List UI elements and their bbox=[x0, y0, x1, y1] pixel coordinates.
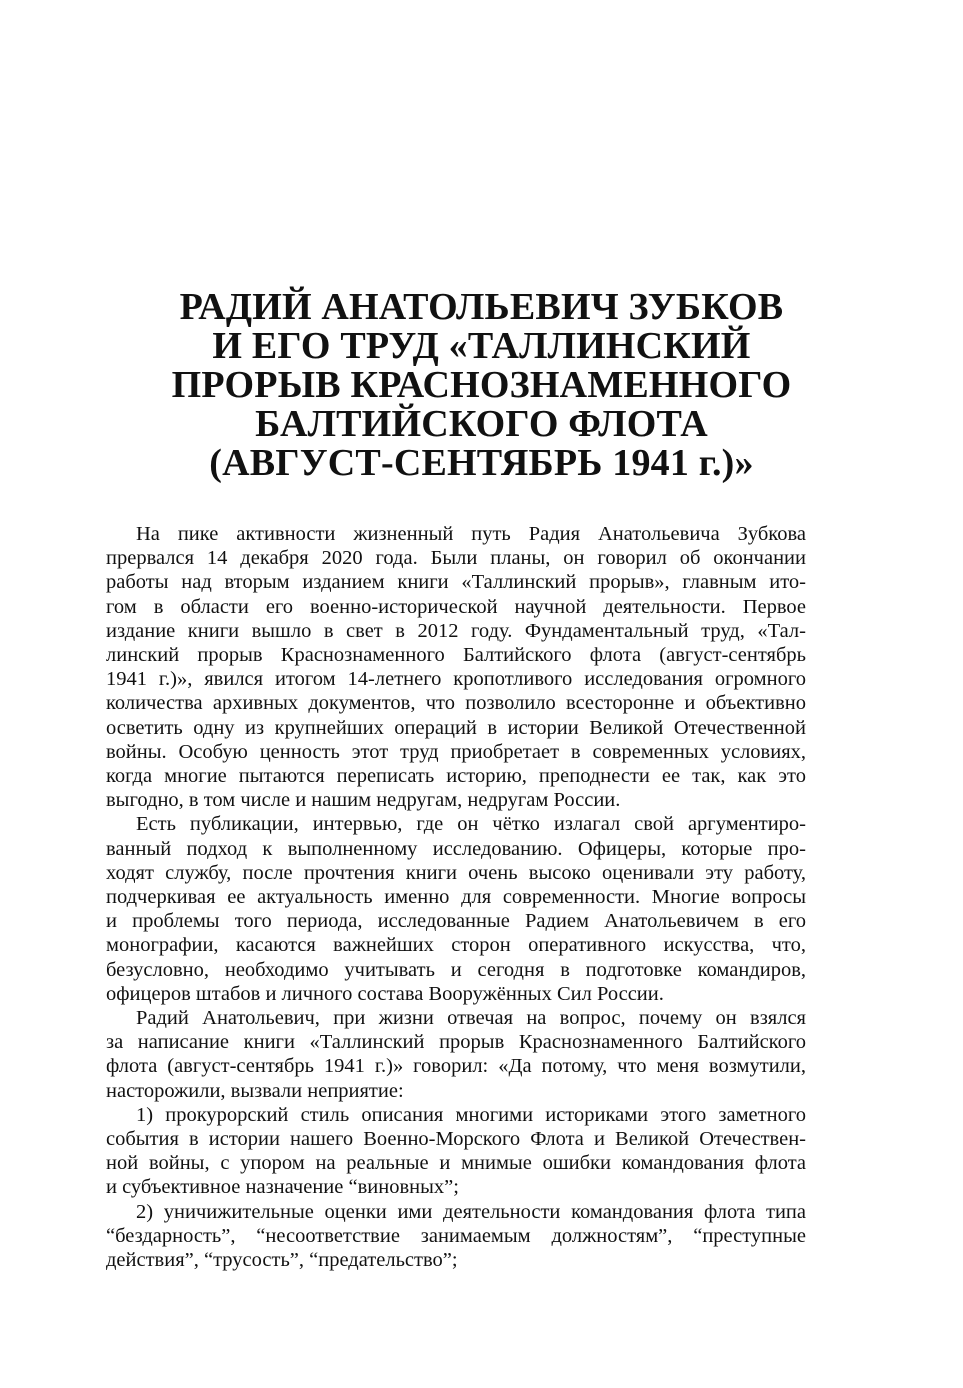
text-line: флота (август-сентябрь 1941 г.)» говорил: «Да потому, что меня возмутили, bbox=[106, 1055, 806, 1078]
text-line: линский прорыв Краснознаменного Балтийского флота (август-сентябрь bbox=[106, 644, 806, 667]
text-line: и проблемы того периода, исследованные Радием Анатольевичем в его bbox=[106, 910, 806, 933]
title-line: БАЛТИЙСКОГО ФЛОТА bbox=[255, 403, 708, 445]
paragraph-2 bbox=[106, 812, 806, 1006]
text-line: 2) уничижительные оценки ими деятельности командования флота типа bbox=[136, 1200, 806, 1223]
text-line: события в истории нашего Военно-Морского Флота и Великой Отечествен- bbox=[106, 1128, 806, 1151]
text-line: “бездарность”, “несоответствие занимаемым должностям”, “преступные bbox=[106, 1224, 806, 1247]
text-line: гом в области его военно-исторической научной деятельности. Первое bbox=[106, 595, 806, 618]
text-line: прервался 14 декабря 2020 года. Были планы, он говорил об окончании bbox=[106, 547, 806, 570]
text-line: войны. Особую ценность этот труд приобретает в современных условиях, bbox=[106, 740, 806, 763]
text-line: за написание книги «Таллинский прорыв Краснознаменного Балтийского bbox=[106, 1031, 806, 1054]
title-line: (АВГУСТ-СЕНТЯБРЬ 1941 г.)» bbox=[209, 442, 754, 484]
text-line: ванный подход к выполненному исследованию. Офицеры, которые про- bbox=[106, 837, 806, 860]
body-text bbox=[106, 522, 806, 1272]
text-line: выгодно, в том числе и нашим недругам, недругам России. bbox=[106, 789, 621, 812]
text-line: работы над вторым изданием книги «Таллинский прорыв», главным ито- bbox=[106, 571, 806, 594]
text-line: количества архивных документов, что позволило всесторонне и объективно bbox=[106, 692, 806, 715]
paragraph-3 bbox=[106, 1006, 806, 1103]
text-line: На пике активности жизненный путь Радия Анатольевича Зубкова bbox=[136, 523, 806, 545]
list-item-2 bbox=[106, 1200, 806, 1273]
chapter-title bbox=[100, 288, 863, 483]
text-line: ной войны, с упором на реальные и мнимые ошибки командования флота bbox=[106, 1152, 806, 1175]
text-line: ходят службу, после прочтения книги очень высоко оценивали эту работу, bbox=[106, 861, 806, 884]
text-line: Радий Анатольевич, при жизни отвечая на вопрос, почему он взялся bbox=[136, 1007, 806, 1030]
text-line: осветить одну из крупнейших операций в истории Великой Отечественной bbox=[106, 716, 806, 739]
text-line: безусловно, необходимо учитывать и сегодня в подготовке командиров, bbox=[106, 958, 806, 981]
text-line: 1) прокурорский стиль описания многими историками этого заметного bbox=[136, 1103, 806, 1126]
text-line: 1941 г.)», явился итогом 14-летнего кропотливого исследования огромного bbox=[106, 668, 806, 691]
text-line: действия”, “трусость”, “предательство”; bbox=[106, 1249, 458, 1272]
text-line: и субъективное назначение “виновных”; bbox=[106, 1176, 459, 1199]
title-line: И ЕГО ТРУД «ТАЛЛИНСКИЙ bbox=[212, 325, 751, 367]
title-line: ПРОРЫВ КРАСНОЗНАМЕННОГО bbox=[171, 364, 792, 406]
text-line: насторожили, вызвали неприятие: bbox=[106, 1079, 404, 1102]
paragraph-1 bbox=[106, 522, 806, 812]
text-line: офицеров штабов и личного состава Вооружённых Сил России. bbox=[106, 982, 664, 1005]
text-line: Есть публикации, интервью, где он чётко излагал свой аргументиро- bbox=[136, 813, 806, 836]
text-line: подчеркивая ее актуальность именно для современности. Многие вопросы bbox=[106, 886, 806, 909]
text-line: издание книги вышло в свет в 2012 году. Фундаментальный труд, «Тал- bbox=[106, 619, 806, 642]
text-line: монографии, касаются важнейших сторон оперативного искусства, что, bbox=[106, 934, 806, 957]
title-line: РАДИЙ АНАТОЛЬЕВИЧ ЗУБКОВ bbox=[179, 286, 784, 328]
text-line: когда многие пытаются переписать историю, преподнести ее так, как это bbox=[106, 765, 806, 788]
list-item-1 bbox=[106, 1103, 806, 1200]
